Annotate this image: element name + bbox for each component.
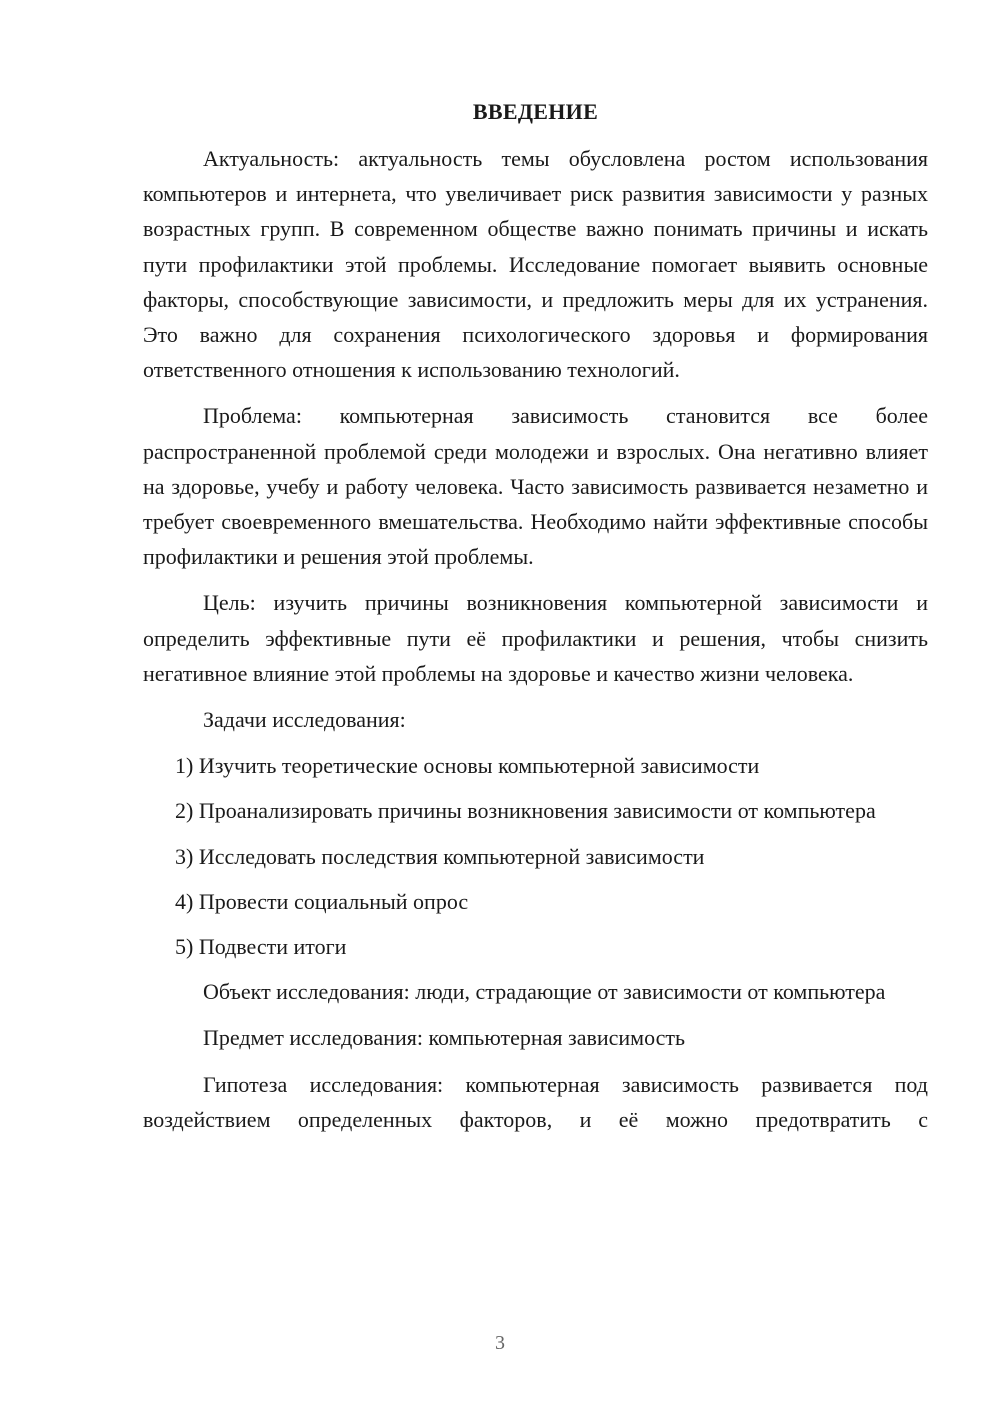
paragraph-object: Объект исследования: люди, страдающие от зависимости от компьютера (203, 979, 886, 1005)
tasks-heading: Задачи исследования: (203, 707, 406, 733)
paragraph-goal: Цель: изучить причины возникновения компьютерной зависимости и определить эффективные пути её профилактики и решения, чтобы снизить негативное влияние этой проблемы на здоровье и качество жизни человека. (143, 590, 928, 686)
paragraph-subject: Предмет исследования: компьютерная зависимость (203, 1025, 686, 1051)
paragraph-relevance: Актуальность: актуальность темы обусловлена ростом использования компьютеров и интернета, что увеличивает риск развития зависимости у разных возрастных групп. В современном обществе важно понимать причины и искать пути профилактики этой проблемы. Исследование помогает выявить основные факторы, способствующие зависимости, и предложить меры для их устранения. Это важно для сохранения психологического здоровья и формирования ответственного отношения к использованию технологий. (143, 146, 928, 383)
document-page (143, 94, 928, 1148)
paragraph-problem: Проблема: компьютерная зависимость становится все более распространенной проблемой среди молодежи и взрослых. Она негативно влияет на здоровье, учебу и работу человека. Часто зависимость развивается незаметно и требует своевременного вмешательства. Необходимо найти эффективные способы профилактики и решения этой проблемы. (143, 403, 928, 570)
task-item-4: 4) Провести социальный опрос (175, 888, 469, 914)
task-item-3: 3) Исследовать последствия компьютерной зависимости (175, 843, 705, 869)
task-item-1: 1) Изучить теоретические основы компьютерной зависимости (175, 753, 760, 779)
page-number: 3 (495, 1332, 505, 1354)
paragraph-hypothesis: Гипотеза исследования: компьютерная зависимость развивается под воздействием определенных факторов, и её можно предотвратить с (143, 1071, 928, 1132)
section-title: ВВЕДЕНИЕ (472, 99, 599, 124)
task-item-2: 2) Проанализировать причины возникновения зависимости от компьютера (175, 798, 876, 824)
task-item-5: 5) Подвести итоги (175, 934, 347, 960)
